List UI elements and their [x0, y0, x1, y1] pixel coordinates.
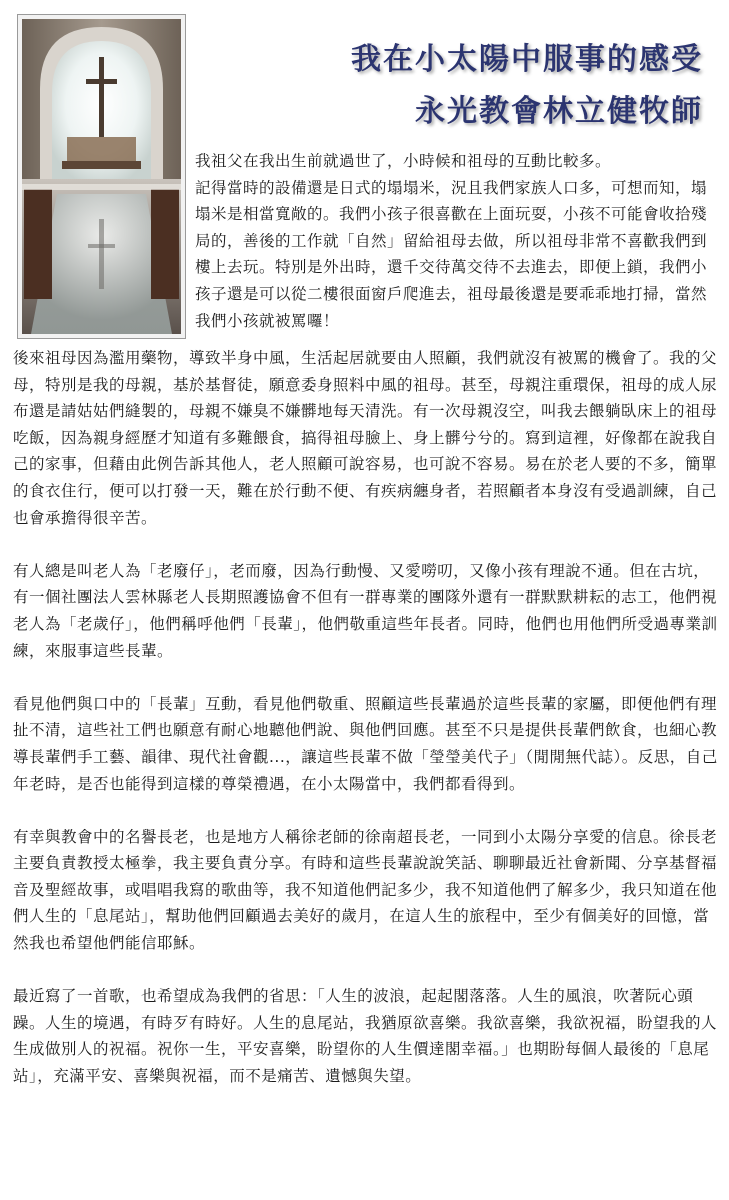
church-photo: [17, 14, 186, 339]
body-paragraph-5: 最近寫了一首歌，也希望成為我們的省思：「人生的波浪，起起閣落落。人生的風浪，吹著阮心頭躁。人生的境遇，有時歹有時好。人生的息尾站，我猶原欲喜樂。我欲喜樂，我欲祝福，盼望我的人生成做別人的祝福。祝你一生，平安喜樂，盼望你的人生價達閣幸福。」也期盼每個人最後的「息尾站」，充滿平安、喜樂與祝福，而不是痛苦、遺憾與失望。: [13, 987, 718, 1086]
article-title: 我在小太陽中服事的感受: [351, 42, 703, 77]
body-paragraph-2: 有人總是叫老人為「老廢仔」，老而廢，因為行動慢、又愛嘮叨，又像小孩有理說不通。但在古坑，有一個社團法人雲林縣老人長期照護協會不但有一群專業的團隊外還有一群默默耕耘的志工，他們視老人為「老歲仔」，他們稱呼他們「長輩」，他們敬重這些年長者。同時，他們也用他們所受過專業訓練，來服事這些長輩。: [13, 561, 718, 660]
body-paragraph-1: 後來祖母因為濫用藥物，導致半身中風，生活起居就要由人照顧，我們就沒有被罵的機會了。我的父母，特別是我的母親，基於基督徒，願意委身照料中風的祖母。甚至，母親注重環保，祖母的成人尿布還是請姑姑們縫製的，母親不嫌臭不嫌髒地每天清洗。有一次母親沒空，叫我去餵躺臥床上的祖母吃飯，因為親身經歷才知道有多難餵食，搞得祖母臉上、身上髒兮兮的。寫到這裡，好像都在說我自己的家事，但藉由此例告訴其他人，老人照顧可說容易，也可說不容易。易在於老人要的不多，簡單的食衣住行，便可以打發一天，難在於行動不便、有疾病纏身者，若照顧者本身沒有受過訓練，自己也會承擔得很辛苦。: [13, 349, 718, 527]
intro-text: [195, 148, 719, 334]
intro-paragraph-1: 我祖父在我出生前就過世了，小時候和祖母的互動比較多。: [195, 152, 612, 170]
article-body: [13, 345, 719, 1116]
church-interior-image: [22, 19, 181, 334]
author-title: 永光教會林立健牧師: [415, 94, 703, 129]
body-paragraph-4: 有幸與教會中的名譽長老，也是地方人稱徐老師的徐南超長老，一同到小太陽分享愛的信息。徐長老主要負責教授太極拳，我主要負責分享。有時和這些長輩說說笑話、聊聊最近社會新聞、分享基督福音及聖經故事，或唱唱我寫的歌曲等，我不知道他們記多少，我不知道他們了解多少，我只知道在他們人生的「息尾站」，幫助他們回顧過去美好的歲月，在這人生的旅程中，至少有個美好的回憶，當然我也希望他們能信耶穌。: [13, 827, 718, 953]
intro-paragraph-2: 記得當時的設備還是日式的塌塌米，況且我們家族人口多，可想而知，塌塌米是相當寬敞的。我們小孩子很喜歡在上面玩耍，小孩不可能會收拾殘局的，善後的工作就「自然」留給祖母去做，所以祖母非常不喜歡我們到樓上去玩。特別是外出時，還千交待萬交待不去進去，即便上鎖，我們小孩子還是可以從二樓很面窗戶爬進去，祖母最後還是要乖乖地打掃，當然我們小孩就被罵囉！: [195, 178, 708, 330]
body-paragraph-3: 看見他們與口中的「長輩」互動，看見他們敬重、照顧這些長輩過於這些長輩的家屬，即便他們有理扯不清，這些社工們也願意有耐心地聽他們說、與他們回應。甚至不只是提供長輩們飲食，也細心教導長輩們手工藝、韻律、現代社會觀...，讓這些長輩不做「瑩瑩美代子」（閒閒無代誌）。反思，自己年老時，是否也能得到這樣的尊榮禮遇，在小太陽當中，我們都看得到。: [13, 694, 718, 793]
